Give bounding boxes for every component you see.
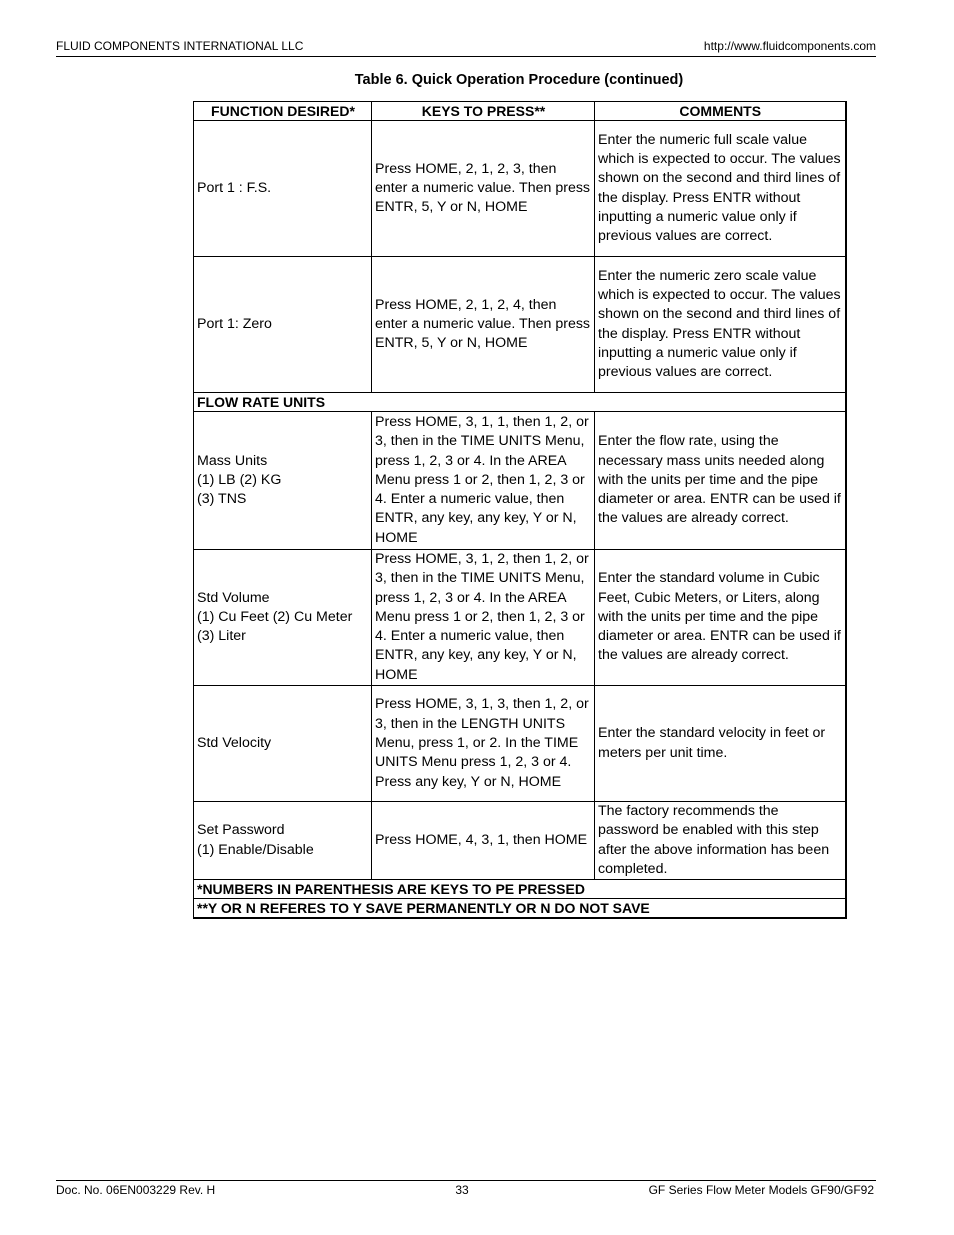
comments-cell: Enter the flow rate, using the necessary mass units needed along with the units per time and the pipe diameter or area. ENTR can be used if the values are already correct. [595,412,846,550]
table-row [194,686,846,802]
function-cell: Port 1: Zero [194,257,372,393]
function-cell: Set Password (1) Enable/Disable [194,802,372,880]
footnote-row [194,880,846,899]
footer-page-number: 33 [455,1183,469,1197]
comments-cell: Enter the numeric full scale value which is expected to occur. The values shown on the second and third lines of the display. Press ENTR without inputting a numeric value only if previous values are correct. [595,121,846,257]
section-label-flow-rate-units: FLOW RATE UNITS [194,393,846,412]
column-header-function: FUNCTION DESIRED* [194,102,372,121]
keys-cell: Press HOME, 2, 1, 2, 4, then enter a numeric value. Then press ENTR, 5, Y or N, HOME [372,257,595,393]
quick-operation-table [193,101,847,919]
table-row [194,550,846,686]
comments-cell: The factory recommends the password be enabled with this step after the above information has been completed. [595,802,846,880]
footnote-keys: *NUMBERS IN PARENTHESIS ARE KEYS TO PE PRESSED [194,880,846,899]
function-cell: Std Velocity [194,686,372,802]
keys-cell: Press HOME, 3, 1, 3, then 1, 2, or 3, then in the LENGTH UNITS Menu, press 1, or 2. In the TIME UNITS Menu press 1, 2, 3 or 4. Press any key, Y or N, HOME [372,686,595,802]
keys-cell: Press HOME, 2, 1, 2, 3, then enter a numeric value. Then press ENTR, 5, Y or N, HOME [372,121,595,257]
footnote-save: **Y OR N REFERES TO Y SAVE PERMANENTLY OR N DO NOT SAVE [194,899,846,918]
comments-cell: Enter the numeric zero scale value which is expected to occur. The values shown on the second and third lines of the display. Press ENTR without inputting a numeric value only if previous values are correct. [595,257,846,393]
section-row [194,393,846,412]
table-row [194,257,846,393]
column-header-comments: COMMENTS [595,102,846,121]
table-row [194,412,846,550]
footnote-row [194,899,846,918]
function-cell: Std Volume (1) Cu Feet (2) Cu Meter (3) Liter [194,550,372,686]
keys-cell: Press HOME, 4, 3, 1, then HOME [372,802,595,880]
footer-doc-number: Doc. No. 06EN003229 Rev. H [56,1183,216,1197]
function-cell: Port 1 : F.S. [194,121,372,257]
comments-cell: Enter the standard velocity in feet or meters per unit time. [595,686,846,802]
column-header-keys: KEYS TO PRESS** [372,102,595,121]
table-header-row [194,102,846,121]
footer-product: GF Series Flow Meter Models GF90/GF92 [648,1183,874,1197]
table-caption: Table 6. Quick Operation Procedure (continued) [354,72,684,88]
table-row [194,802,846,880]
comments-cell: Enter the standard volume in Cubic Feet, Cubic Meters, or Liters, along with the units per time and the pipe diameter or area. ENTR can be used if the values are already correct. [595,550,846,686]
footer-rule [56,1180,876,1181]
header-rule [56,56,876,57]
header-company: FLUID COMPONENTS INTERNATIONAL LLC [56,39,304,53]
function-cell: Mass Units (1) LB (2) KG (3) TNS [194,412,372,550]
keys-cell: Press HOME, 3, 1, 2, then 1, 2, or 3, then in the TIME UNITS Menu, press 1, 2, 3 or 4. In the AREA Menu press 1 or 2, then 1, 2, 3 or 4. Enter a numeric value, then ENTR, any key, any key, Y or N, HOME [372,550,595,686]
keys-cell: Press HOME, 3, 1, 1, then 1, 2, or 3, then in the TIME UNITS Menu, press 1, 2, 3 or 4. In the AREA Menu press 1 or 2, then 1, 2, 3 or 4. Enter a numeric value, then ENTR, any key, any key, Y or N, HOME [372,412,595,550]
header-url[interactable]: http://www.fluidcomponents.com [703,39,876,53]
table-row [194,121,846,257]
